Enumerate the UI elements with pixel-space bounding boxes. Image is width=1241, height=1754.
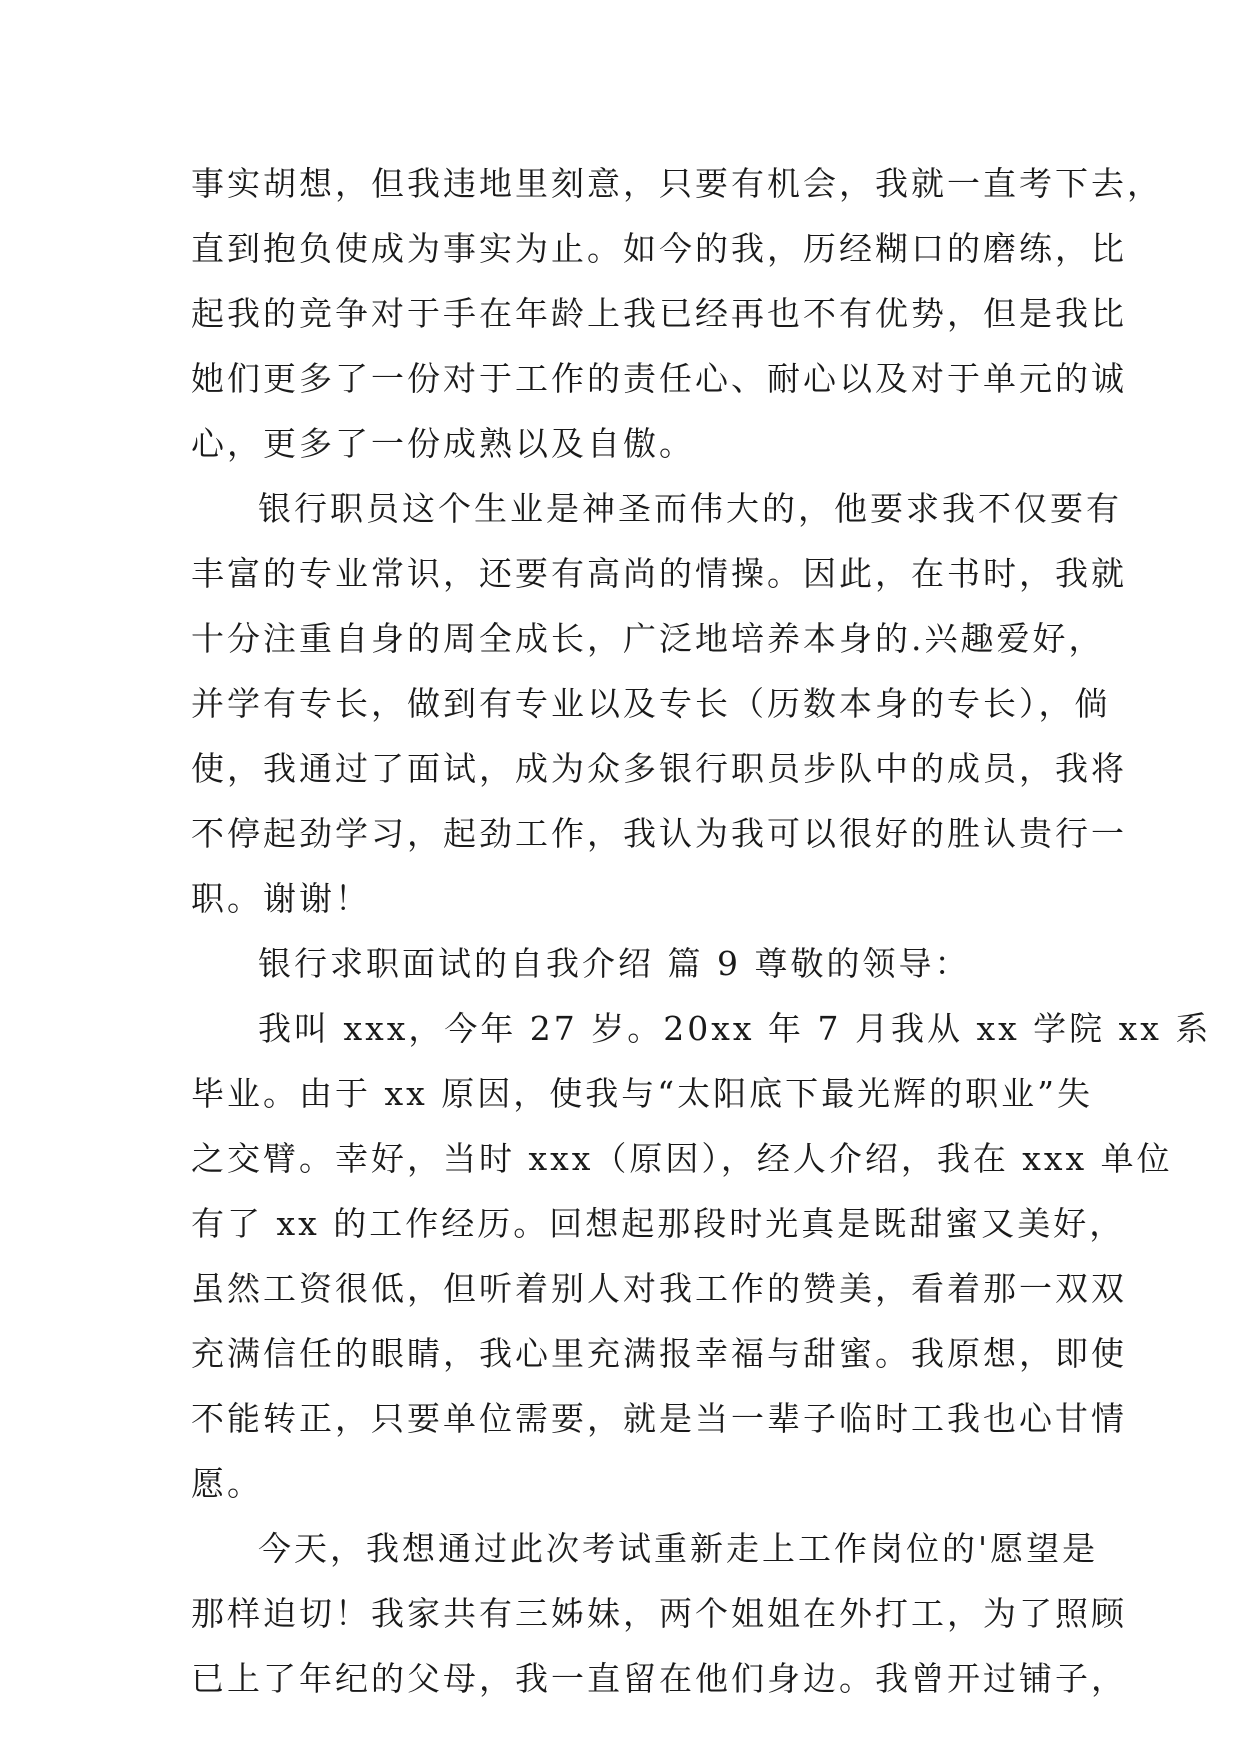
text-line: 有了 xx 的工作经历。回想起那段时光真是既甜蜜又美好， (191, 1204, 1126, 1243)
text-line: 直到抱负使成为事实为止。如今的我，历经糊口的磨练，比 (191, 229, 1127, 268)
text-line: 不停起劲学习，起劲工作，我认为我可以很好的胜认贵行一 (191, 814, 1127, 853)
text-line: 并学有专长，做到有专业以及专长（历数本身的专长），倘 (191, 684, 1111, 723)
section-heading: 银行求职面试的自我介绍 篇 9 尊敬的领导： (258, 944, 971, 983)
text-line: 银行职员这个生业是神圣而伟大的，他要求我不仅要有 (258, 489, 1122, 528)
text-line: 起我的竞争对于手在年龄上我已经再也不有优势，但是我比 (191, 294, 1127, 333)
text-line: 心，更多了一份成熟以及自傲。 (191, 424, 695, 463)
text-line: 她们更多了一份对于工作的责任心、耐心以及对于单元的诚 (191, 359, 1127, 398)
text-line: 丰富的专业常识，还要有高尚的情操。因此，在书时，我就 (191, 554, 1127, 593)
text-line: 使，我通过了面试，成为众多银行职员步队中的成员，我将 (191, 749, 1127, 788)
text-line: 职。谢谢！ (191, 879, 371, 918)
text-line: 之交臂。幸好，当时 xxx（原因），经人介绍，我在 xxx 单位 (191, 1139, 1173, 1178)
text-line: 今天，我想通过此次考试重新走上工作岗位的'愿望是 (258, 1529, 1099, 1568)
text-line: 我叫 xxx，今年 27 岁。20xx 年 7 月我从 xx 学院 xx 系 (258, 1009, 1212, 1048)
text-line: 那样迫切！我家共有三姊妹，两个姐姐在外打工，为了照顾 (191, 1594, 1127, 1633)
text-line: 充满信任的眼睛，我心里充满报幸福与甜蜜。我原想，即使 (191, 1334, 1127, 1373)
text-line: 毕业。由于 xx 原因，使我与“太阳底下最光辉的职业”失 (191, 1074, 1093, 1113)
text-line: 十分注重自身的周全成长，广泛地培养本身的.兴趣爱好， (191, 619, 1105, 658)
text-line: 事实胡想，但我违地里刻意，只要有机会，我就一直考下去， (191, 164, 1163, 203)
text-line: 虽然工资很低，但听着别人对我工作的赞美，看着那一双双 (191, 1269, 1127, 1308)
text-line: 愿。 (191, 1464, 263, 1503)
text-line: 不能转正，只要单位需要，就是当一辈子临时工我也心甘情 (191, 1399, 1127, 1438)
text-line: 已上了年纪的父母，我一直留在他们身边。我曾开过铺子， (191, 1659, 1127, 1698)
